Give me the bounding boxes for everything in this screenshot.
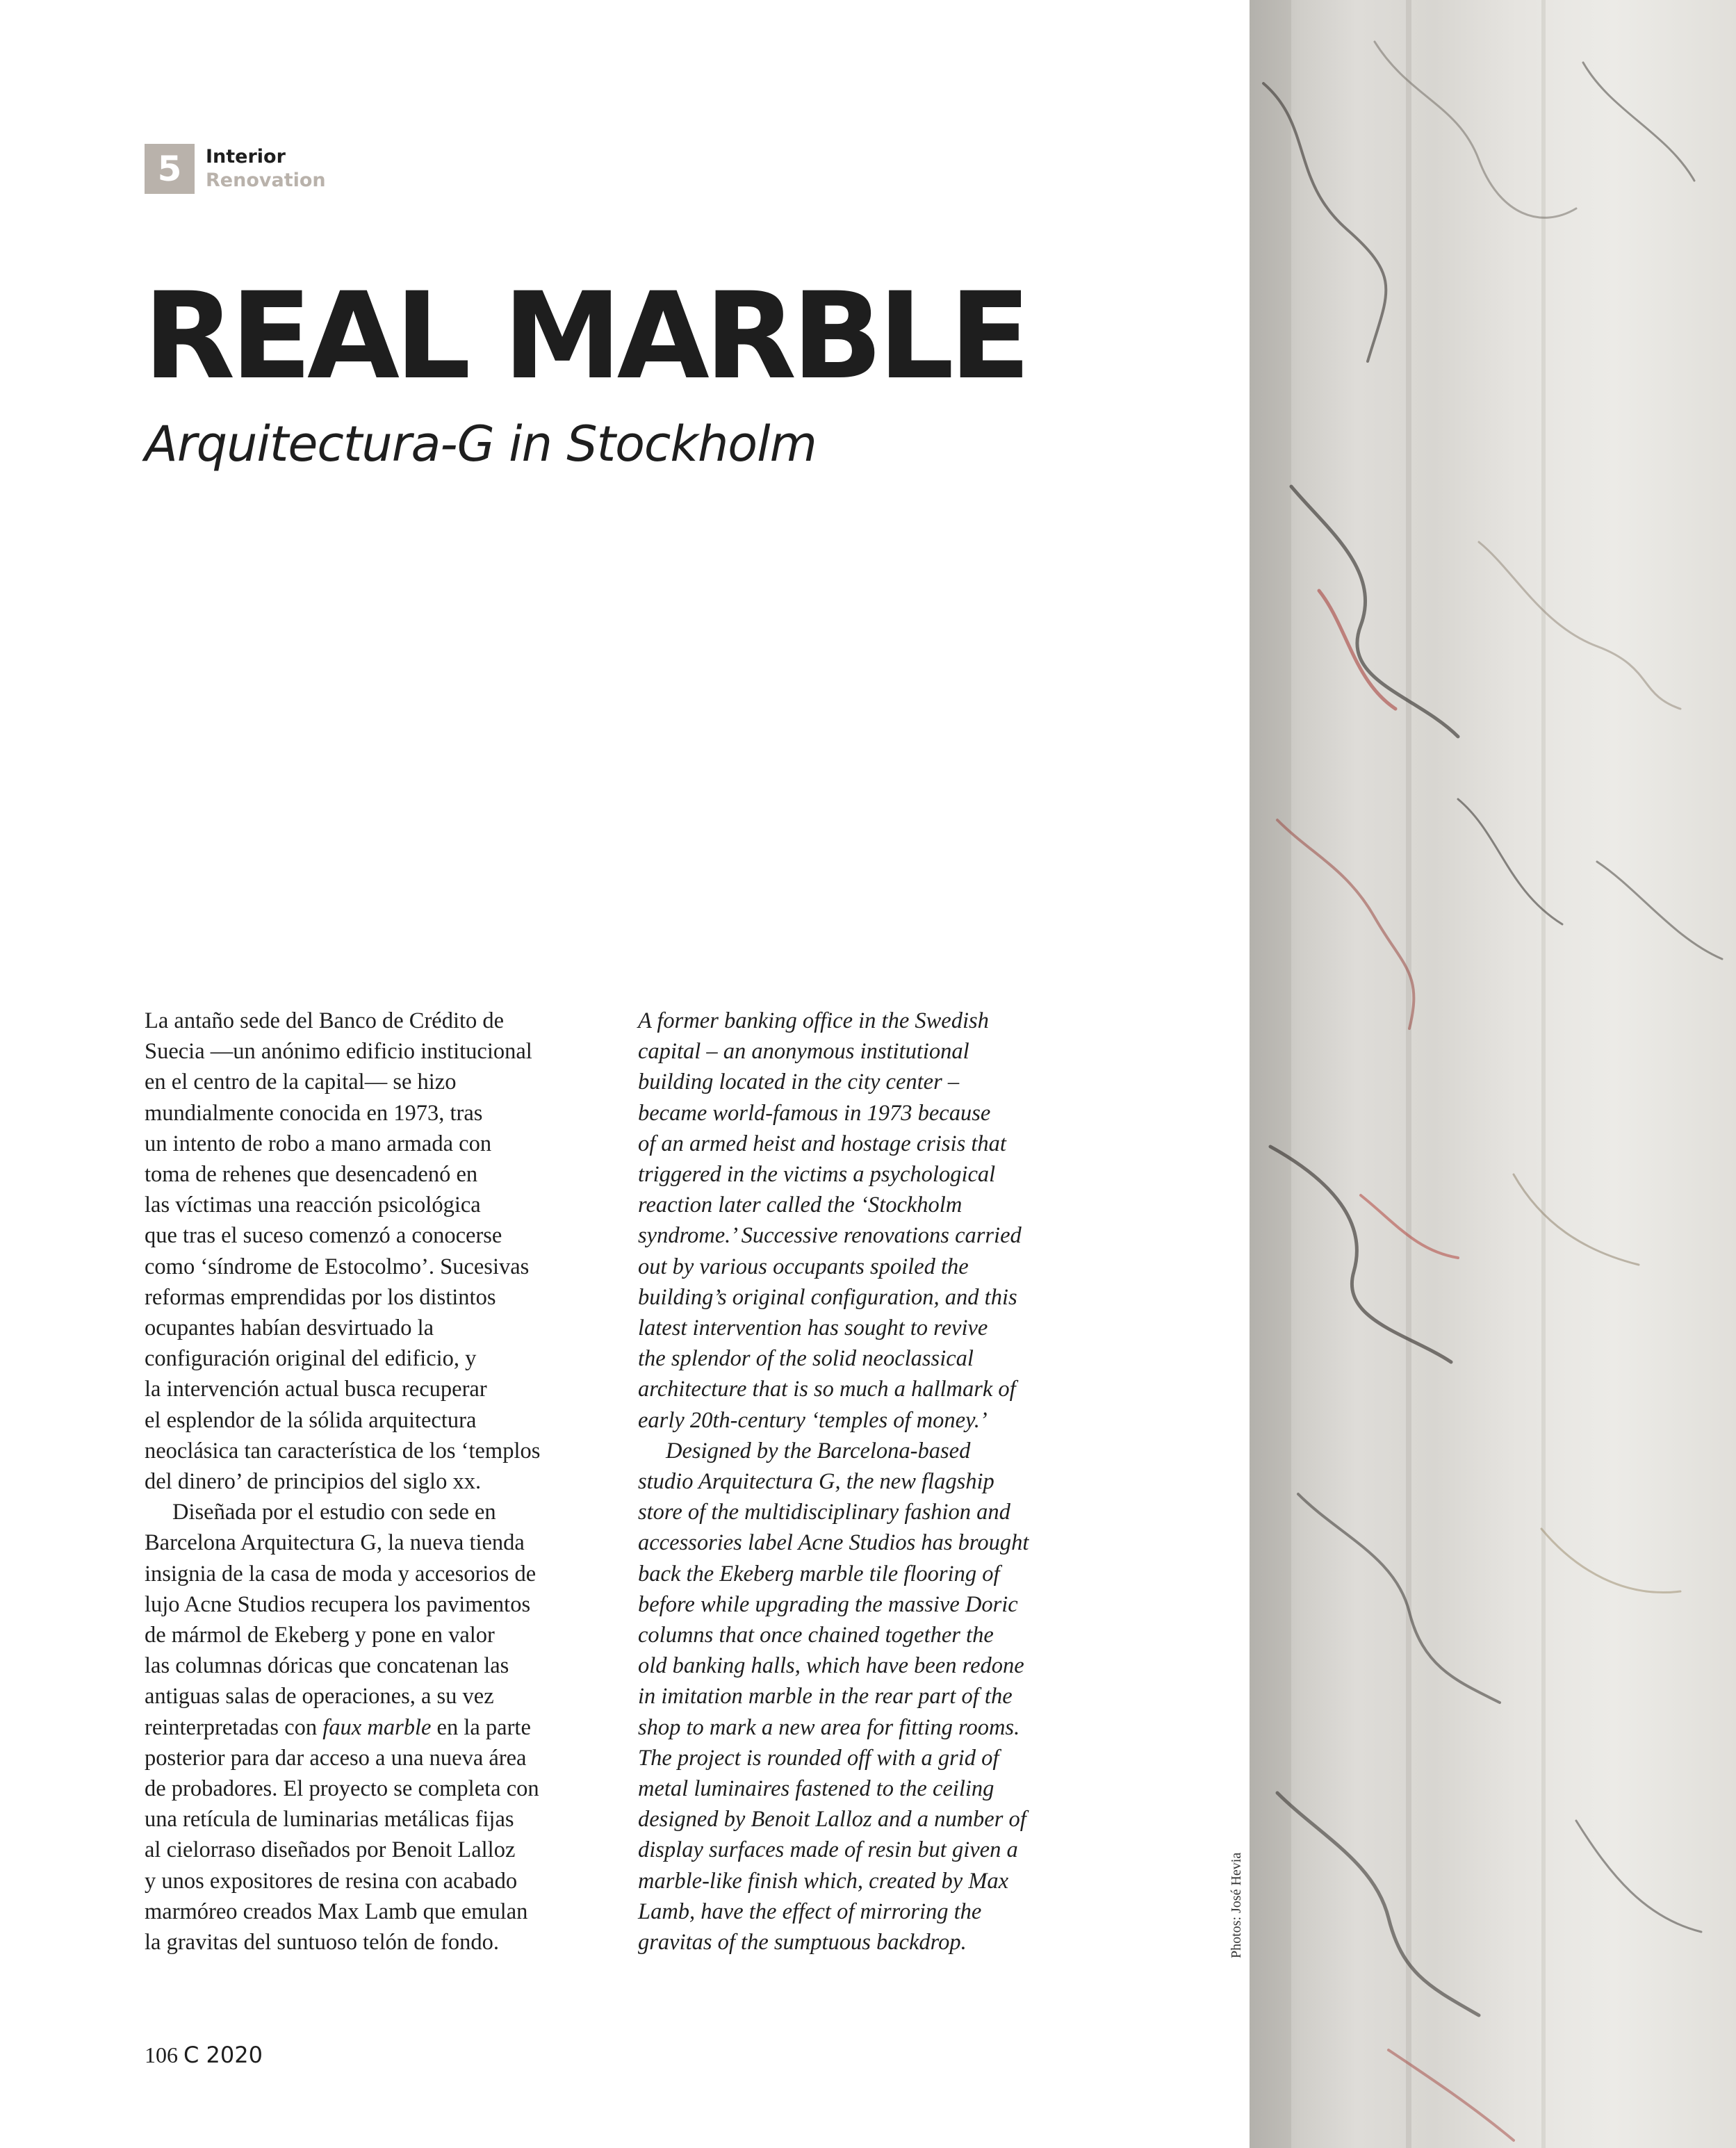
- body-column-spanish: [145, 1006, 624, 1958]
- body-line: of an armed heist and hostage crisis that: [638, 1131, 1006, 1156]
- body-line: las columnas dóricas que concatenan las: [145, 1653, 509, 1679]
- body-line: el esplendor de la sólida arquitectura: [145, 1407, 477, 1433]
- body-line: Designed by the Barcelona-based: [666, 1438, 971, 1464]
- marble-column-photo: [1250, 0, 1736, 2148]
- body-line: reaction later called the ‘Stockholm: [638, 1192, 963, 1218]
- body-line: que tras el suceso comenzó a conocerse: [145, 1223, 502, 1249]
- body-line: building’s original configuration, and this: [638, 1284, 1017, 1310]
- body-line: columns that once chained together the: [638, 1623, 994, 1648]
- body-line: latest intervention has sought to revive: [638, 1315, 988, 1341]
- body-line: Diseñada por el estudio con sede en: [172, 1500, 496, 1525]
- body-line: toma de rehenes que desencadenó en: [145, 1162, 478, 1188]
- body-line: reinterpretadas con faux marble en la parte: [145, 1714, 531, 1740]
- body-line: syndrome.’ Successive renovations carried: [638, 1223, 1022, 1249]
- page-footer: [145, 2042, 263, 2068]
- body-line: metal luminaires fastened to the ceiling: [638, 1776, 994, 1802]
- body-line: shop to mark a new area for fitting rooms.: [638, 1714, 1020, 1740]
- body-line: marble-like finish which, created by Max: [638, 1868, 1009, 1894]
- body-line: reformas emprendidas por los distintos: [145, 1284, 496, 1310]
- body-line: gravitas of the sumptuous backdrop.: [638, 1930, 967, 1956]
- body-line: out by various occupants spoiled the: [638, 1254, 969, 1279]
- body-line: A former banking office in the Swedish: [638, 1008, 989, 1033]
- body-line: antiguas salas de operaciones, a su vez: [145, 1684, 494, 1710]
- body-line: posterior para dar acceso a una nueva área: [145, 1745, 527, 1771]
- body-line: una retícula de luminarias metálicas fijas: [145, 1807, 514, 1833]
- body-line: the splendor of the solid neoclassical: [638, 1346, 974, 1372]
- body-line: marmóreo creados Max Lamb que emulan: [145, 1899, 528, 1924]
- headline: REAL MARBLE: [143, 266, 1026, 406]
- body-line: de mármol de Ekeberg y pone en valor: [145, 1623, 495, 1648]
- body-line: un intento de robo a mano armada con: [145, 1131, 492, 1156]
- photo-credit: Photos: José Hevia: [1229, 1852, 1244, 1958]
- body-line: de probadores. El proyecto se completa con: [145, 1776, 539, 1802]
- body-line: accessories label Acne Studios has brought: [638, 1530, 1029, 1556]
- body-line: la gravitas del suntuoso telón de fondo.: [145, 1930, 499, 1956]
- body-line: la intervención actual busca recuperar: [145, 1377, 487, 1402]
- body-line: capital – an anonymous institutional: [638, 1039, 969, 1065]
- body-line: del dinero’ de principios del siglo xx.: [145, 1469, 482, 1495]
- section-subtitle: Renovation: [206, 170, 326, 191]
- body-line: building located in the city center –: [638, 1069, 960, 1095]
- body-line: studio Arquitectura G, the new flagship: [638, 1469, 994, 1495]
- body-line: La antaño sede del Banco de Crédito de: [145, 1008, 505, 1033]
- body-line: back the Ekeberg marble tile flooring of: [638, 1561, 1000, 1587]
- body-line: al cielorraso diseñados por Benoit Lalloz: [145, 1837, 516, 1863]
- body-line: ocupantes habían desvirtuado la: [145, 1315, 434, 1341]
- marble-texture: [1250, 0, 1736, 2148]
- body-line: early 20th-century ‘temples of money.’: [638, 1407, 988, 1433]
- body-line: Suecia —un anónimo edificio institucional: [145, 1039, 532, 1065]
- magazine-issue: C 2020: [183, 2042, 263, 2068]
- body-line: neoclásica tan característica de los ‘templos: [145, 1438, 541, 1464]
- body-line: became world-famous in 1973 because: [638, 1100, 991, 1126]
- body-line: triggered in the victims a psychological: [638, 1162, 996, 1188]
- body-line: configuración original del edificio, y: [145, 1346, 477, 1372]
- body-line: insignia de la casa de moda y accesorios de: [145, 1561, 537, 1587]
- body-line: como ‘síndrome de Estocolmo’. Sucesivas: [145, 1254, 530, 1279]
- body-line: lujo Acne Studios recupera los pavimentos: [145, 1591, 531, 1617]
- body-line: mundialmente conocida en 1973, tras: [145, 1100, 483, 1126]
- body-line: The project is rounded off with a grid of: [638, 1745, 999, 1771]
- body-line: y unos expositores de resina con acabado: [145, 1868, 518, 1894]
- subheadline: Arquitectura-G in Stockholm: [145, 416, 817, 473]
- body-line: store of the multidisciplinary fashion and: [638, 1500, 1010, 1525]
- section-number: 5: [145, 144, 195, 194]
- body-line: designed by Benoit Lalloz and a number of: [638, 1807, 1026, 1833]
- body-line: before while upgrading the massive Doric: [638, 1591, 1018, 1617]
- body-column-english: [638, 1006, 1117, 1958]
- page-number: 106: [145, 2042, 178, 2067]
- section-title: Interior: [206, 146, 286, 167]
- body-line: Lamb, have the effect of mirroring the: [638, 1899, 982, 1924]
- body-line: architecture that is so much a hallmark of: [638, 1377, 1016, 1402]
- body-line: display surfaces made of resin but given a: [638, 1837, 1018, 1863]
- body-line: in imitation marble in the rear part of the: [638, 1684, 1013, 1710]
- section-tag: [145, 144, 326, 194]
- body-line: en el centro de la capital— se hizo: [145, 1069, 457, 1095]
- body-line: old banking halls, which have been redone: [638, 1653, 1024, 1679]
- section-labels: [206, 144, 326, 194]
- body-line: las víctimas una reacción psicológica: [145, 1192, 481, 1218]
- body-line: Barcelona Arquitectura G, la nueva tienda: [145, 1530, 525, 1556]
